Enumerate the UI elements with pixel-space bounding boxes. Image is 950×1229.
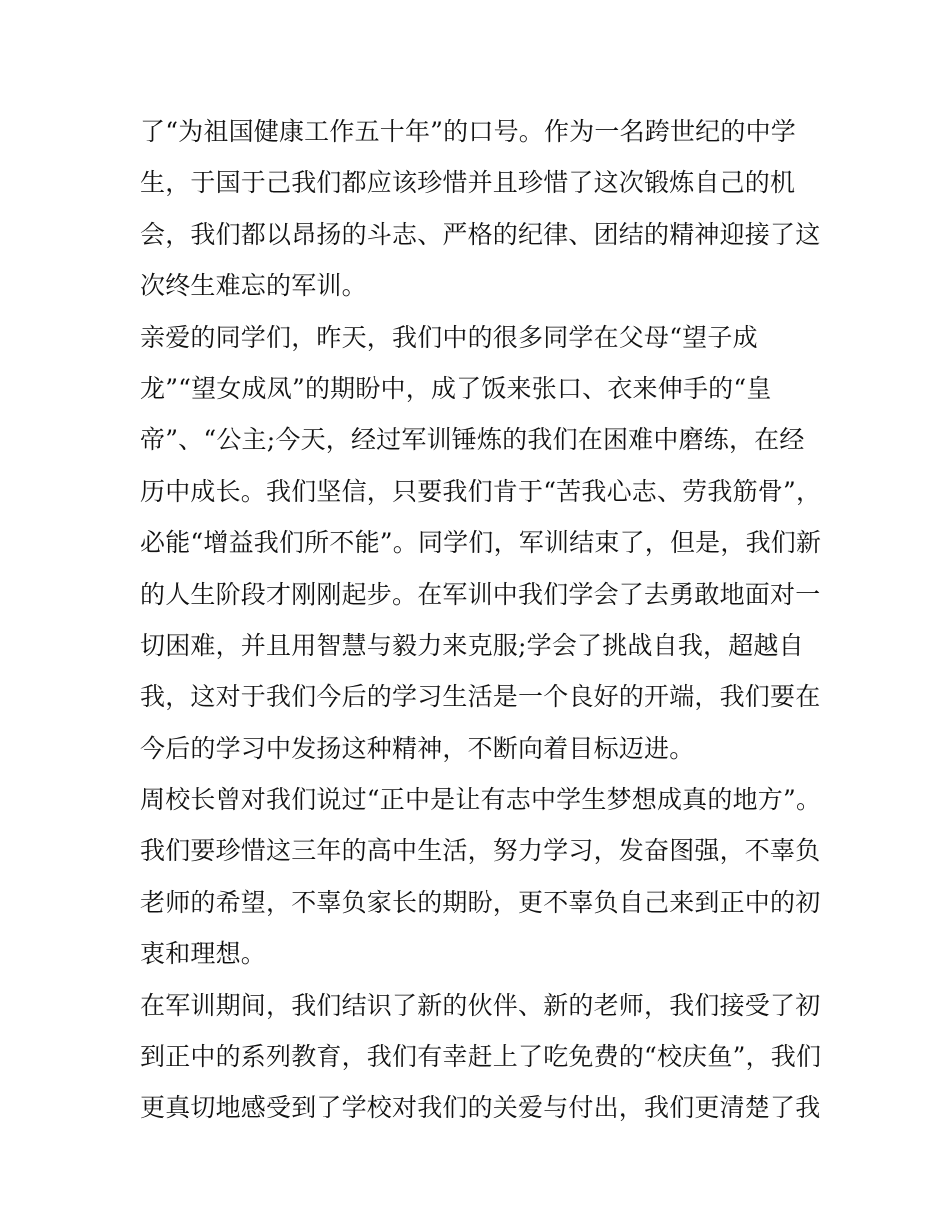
- text-line-18: 在军训期间，我们结识了新的伙伴、新的老师，我们接受了初: [140, 990, 821, 1020]
- text-line-11: 切困难，并且用智慧与毅力来克服;学会了挑战自我，超越自: [140, 630, 804, 660]
- text-line-8: 历中成长。我们坚信，只要我们肯于“苦我心志、劳我筋骨”，: [140, 476, 822, 506]
- text-line-13: 今后的学习中发扬这种精神，不断向着目标迈进。: [140, 733, 695, 763]
- text-line-19: 到正中的系列教育，我们有幸赶上了吃免费的“校庆鱼”，我们: [140, 1042, 822, 1072]
- text-line-17: 衷和理想。: [140, 939, 267, 969]
- text-line-10: 的人生阶段才刚刚起步。在军训中我们学会了去勇敢地面对一: [140, 579, 821, 609]
- text-line-4: 次终生难忘的军训。: [140, 271, 367, 301]
- text-line-12: 我，这对于我们今后的学习生活是一个良好的开端，我们要在: [140, 682, 821, 712]
- text-line-20: 更真切地感受到了学校对我们的关爱与付出，我们更清楚了我: [140, 1093, 821, 1123]
- text-line-3: 会，我们都以昂扬的斗志、严格的纪律、团结的精神迎接了这: [140, 219, 821, 249]
- speech-text-body: [140, 106, 820, 1134]
- text-line-16: 老师的希望，不辜负家长的期盼，更不辜负自己来到正中的初: [140, 887, 821, 917]
- text-line-5: 亲爱的同学们，昨天，我们中的很多同学在父母“望子成: [140, 322, 758, 352]
- text-line-9: 必能“增益我们所不能”。同学们，军训结束了，但是，我们新: [140, 528, 822, 558]
- text-line-1: 了“为祖国健康工作五十年”的口号。作为一名跨世纪的中学: [140, 117, 796, 146]
- text-line-2: 生，于国于己我们都应该珍惜并且珍惜了这次锻炼自己的机: [140, 168, 796, 198]
- text-line-14: 周校长曾对我们说过“正中是让有志中学生梦想成真的地方”。: [140, 785, 822, 815]
- text-line-15: 我们要珍惜这三年的高中生活，努力学习，发奋图强，不辜负: [140, 836, 821, 866]
- text-line-6: 龙”“望女成凤”的期盼中，成了饭来张口、衣来伸手的“皇: [140, 373, 772, 403]
- text-line-7: 帝”、“公主;今天，经过军训锤炼的我们在困难中磨练，在经: [140, 425, 805, 455]
